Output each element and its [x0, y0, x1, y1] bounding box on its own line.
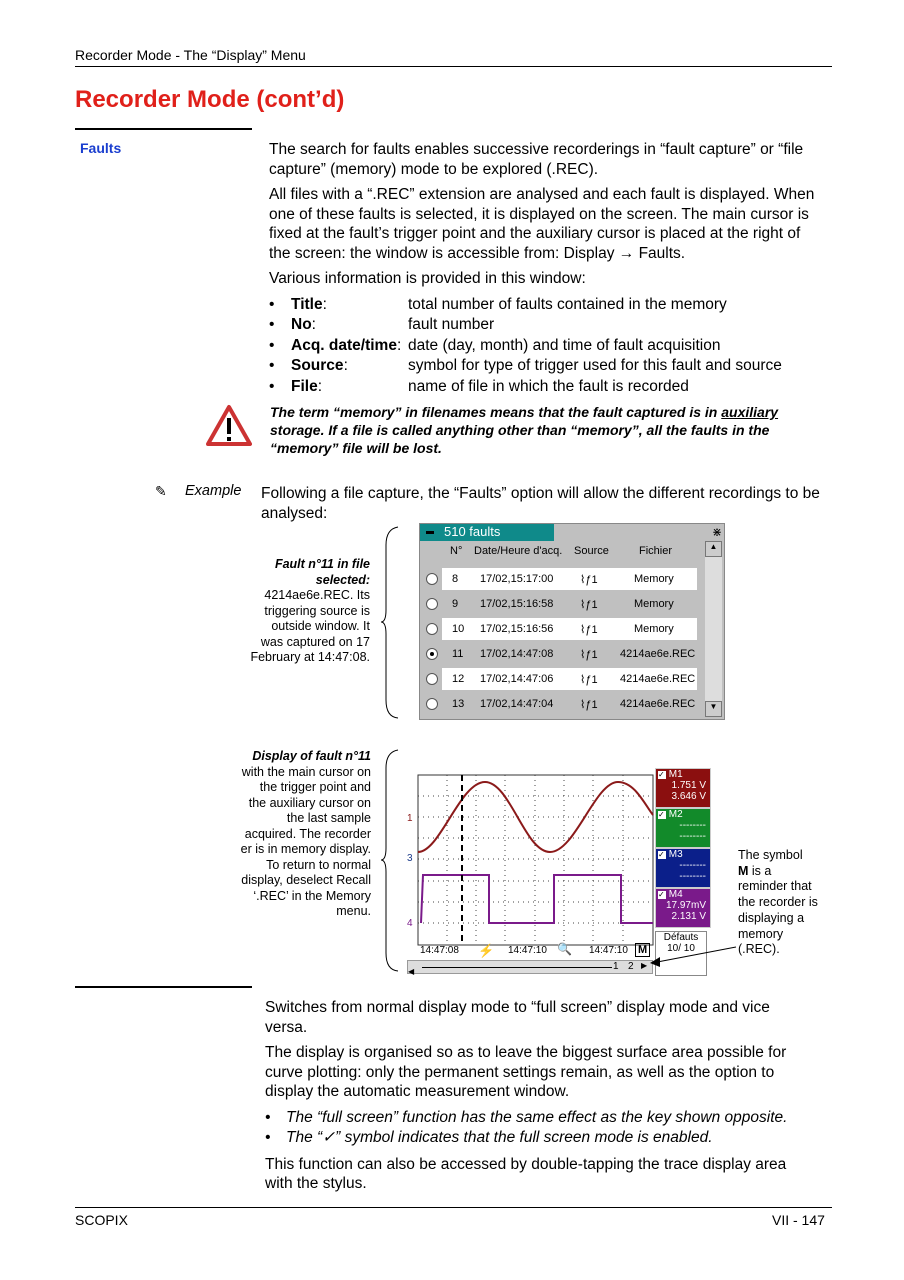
- list-desc: name of file in which the fault is recorded: [408, 377, 689, 395]
- row-radio[interactable]: [426, 623, 438, 635]
- row-source: ⌇ƒ1: [580, 648, 598, 661]
- list-key: [291, 377, 408, 398]
- channel-name: M1: [668, 769, 683, 780]
- channel-value-2: --------: [679, 871, 706, 882]
- warning-text: storage. If a file is called anything other than “memory”, all the faults in the “memory” file will be lost.: [270, 422, 770, 456]
- page-1-button[interactable]: 1: [613, 961, 619, 972]
- example-pencil-icon: ✎: [155, 483, 167, 499]
- channel-box-m1[interactable]: [655, 768, 711, 808]
- warning-note: [270, 403, 810, 457]
- key: Acq. date/time: [291, 336, 397, 354]
- row-no: 10: [452, 623, 465, 635]
- faults-window-title: 510 faults: [444, 524, 501, 539]
- paragraph: The display is organised so as to leave the biggest surface area possible for curve plotting: only the permanent settings remain, as well as the option to display the automatic measurement window.: [265, 1044, 787, 1100]
- channel-box-m4[interactable]: [655, 888, 711, 928]
- collapse-icon[interactable]: ⋇: [711, 525, 722, 539]
- caption-text: is a reminder that the recorder is displaying a memory (.REC).: [738, 863, 818, 957]
- table-row[interactable]: [420, 592, 704, 616]
- scroll-down-button[interactable]: ▼: [705, 701, 722, 717]
- trigger-icon: ⚡: [478, 943, 495, 958]
- sep: :: [311, 316, 316, 333]
- page-number: VII - 147: [772, 1212, 825, 1228]
- scrollbar[interactable]: [705, 541, 722, 717]
- brace-icon: [380, 525, 400, 720]
- list-text: The “full screen” function has the same effect as the key shown opposite.: [286, 1108, 788, 1126]
- checkbox-checked-icon[interactable]: ✓: [658, 890, 665, 899]
- list-desc: date (day, month) and time of fault acquisition: [408, 336, 721, 354]
- paragraph: Switches from normal display mode to “full screen” display mode and vice versa.: [265, 999, 770, 1036]
- caption-text: with the main cursor on the trigger point and the auxiliary cursor on the last sample acquired. The recorder er is in memory display. To return to normal display, deselect Recall ‘.REC’ in the Memory menu.: [240, 764, 371, 918]
- pointer-arrow-icon: [648, 945, 738, 975]
- channel-value-1: --------: [679, 860, 706, 871]
- caption-bold: Display of fault n°11: [252, 749, 371, 763]
- list-key: [291, 356, 408, 377]
- row-file: 4214ae6e.REC: [620, 648, 696, 660]
- example-label: Example: [185, 483, 242, 499]
- channel-box-m2[interactable]: [655, 808, 711, 848]
- col-file: Fichier: [639, 545, 673, 557]
- row-source: ⌇ƒ1: [580, 673, 598, 686]
- row-radio[interactable]: [426, 698, 438, 710]
- list-item: • The “full screen” function has the same effect as the key shown opposite.: [265, 1108, 815, 1129]
- row-source: ⌇ƒ1: [580, 573, 598, 586]
- paragraph: All files with a “.REC” extension are analysed and each fault is displayed. When one of these faults is selected, it is displayed on the screen. The main cursor is fixed at the fault’s trigger point and the auxiliary cursor is placed at the right of the screen: the window is accessible from: Display → Faults.: [269, 186, 815, 262]
- faults-window: [419, 523, 725, 720]
- row-file: 4214ae6e.REC: [620, 673, 696, 685]
- scroll-track: [422, 967, 612, 968]
- row-file: 4214ae6e.REC: [620, 698, 696, 710]
- sep: :: [343, 357, 348, 374]
- channel-value-1: 1.751 V: [671, 780, 706, 791]
- trace-area[interactable]: [405, 765, 655, 975]
- channel-name: M3: [668, 849, 683, 860]
- side-label-faults: Faults: [80, 140, 122, 156]
- sep: :: [317, 377, 323, 395]
- row-source: ⌇ƒ1: [580, 623, 598, 636]
- paragraph: Various information is provided in this window:: [269, 270, 586, 287]
- faults-body: [269, 140, 824, 397]
- row-radio[interactable]: [426, 598, 438, 610]
- row-date: 17/02,14:47:08: [480, 648, 554, 660]
- row-date: 17/02,15:16:56: [480, 623, 554, 635]
- key: Source: [291, 357, 344, 374]
- defaults-value: 10/ 10: [667, 943, 695, 954]
- row-file: Memory: [634, 573, 674, 585]
- marker-3: 3: [407, 853, 413, 864]
- footer-left: SCOPIX: [75, 1212, 128, 1228]
- faults-window-titlebar: [420, 524, 554, 541]
- key: Title: [291, 295, 323, 313]
- table-row[interactable]: [420, 667, 704, 691]
- col-no: N°: [450, 545, 463, 557]
- row-radio[interactable]: [426, 648, 438, 660]
- scroll-left-button[interactable]: ◀: [408, 967, 415, 976]
- row-file: Memory: [634, 598, 674, 610]
- channel-value-2: --------: [679, 831, 706, 842]
- row-date: 17/02,14:47:04: [480, 698, 554, 710]
- scope-display: [405, 765, 707, 975]
- table-row[interactable]: [420, 692, 704, 716]
- table-row[interactable]: [420, 642, 704, 666]
- horizontal-scrollbar[interactable]: [407, 960, 653, 974]
- time-mid: 14:47:10: [508, 945, 547, 956]
- row-source: ⌇ƒ1: [580, 598, 598, 611]
- row-date: 17/02,15:17:00: [480, 573, 554, 585]
- row-date: 17/02,14:47:06: [480, 673, 554, 685]
- row-no: 13: [452, 698, 465, 710]
- key: File: [291, 377, 318, 395]
- page-2-button[interactable]: 2: [628, 961, 634, 972]
- list-desc: symbol for type of trigger used for this fault and source: [408, 357, 782, 374]
- row-no: 8: [452, 573, 459, 585]
- channel-name: M4: [668, 889, 683, 900]
- zoom-icon[interactable]: 🔍: [557, 942, 572, 956]
- warning-underlined: auxiliary: [721, 404, 779, 420]
- info-list: [269, 295, 824, 398]
- channel-box-m3[interactable]: [655, 848, 711, 888]
- list-text: The “✓” symbol indicates that the full screen mode is enabled.: [286, 1129, 713, 1146]
- header-rule: [75, 66, 832, 67]
- brace-icon: [380, 748, 400, 973]
- section-rule: [75, 986, 252, 988]
- row-no: 11: [452, 648, 464, 660]
- list-desc: total number of faults contained in the memory: [408, 295, 727, 313]
- example-text: Following a file capture, the “Faults” option will allow the different recordings to be analysed:: [261, 485, 820, 522]
- list-key: [291, 315, 408, 336]
- checkbox-checked-icon[interactable]: ✓: [658, 810, 665, 819]
- paragraph: This function can also be accessed by double-tapping the trace display area with the stylus.: [265, 1155, 787, 1192]
- channel-value-1: 17.97mV: [665, 900, 706, 911]
- checkbox-checked-icon[interactable]: ✓: [658, 850, 665, 859]
- caption-bold: M: [738, 863, 749, 878]
- caption-m-symbol: [738, 848, 823, 958]
- table-row[interactable]: [420, 567, 704, 591]
- list-key: [291, 336, 408, 357]
- channel-value-1: --------: [679, 820, 706, 831]
- caption-text: 4214ae6e.REC. Its triggering source is outside window. It was captured on 17 February at 14:47:08.: [250, 588, 370, 664]
- row-no: 12: [452, 673, 465, 685]
- sep: :: [396, 336, 402, 354]
- row-no: 9: [452, 598, 459, 610]
- list-item: • Title: total number of faults contained in the memory: [269, 295, 824, 316]
- fullscreen-list: [265, 1108, 815, 1149]
- key: No: [291, 316, 312, 333]
- channel-name: M2: [668, 809, 683, 820]
- col-source: Source: [574, 545, 609, 557]
- row-file: Memory: [634, 623, 674, 635]
- row-radio[interactable]: [426, 673, 438, 685]
- scroll-up-button[interactable]: ▲: [705, 541, 722, 557]
- section-rule: [75, 128, 252, 130]
- minimize-icon[interactable]: [426, 531, 434, 534]
- row-date: 17/02,15:16:58: [480, 598, 554, 610]
- page-title: Recorder Mode (cont’d): [75, 86, 345, 113]
- caption-text: The symbol: [738, 848, 803, 862]
- sep: :: [322, 295, 327, 313]
- running-header: Recorder Mode - The “Display” Menu: [75, 47, 306, 63]
- row-radio[interactable]: [426, 573, 438, 585]
- caption-fault-selected: [250, 557, 370, 666]
- caption-fault-display: [240, 749, 371, 920]
- checkbox-checked-icon[interactable]: ✓: [658, 770, 665, 779]
- caption-bold: Fault n°11 in file selected:: [274, 557, 370, 587]
- marker-4: 4: [407, 918, 413, 929]
- warning-icon: [206, 404, 252, 446]
- marker-1: 1: [407, 813, 413, 824]
- list-desc: fault number: [408, 316, 495, 333]
- time-start: 14:47:08: [420, 945, 459, 956]
- list-key: [291, 295, 408, 316]
- col-date: Date/Heure d'acq.: [474, 545, 563, 557]
- paragraph: The search for faults enables successive recorderings in “fault capture” or “file capture” (memory) mode to be explored (.REC).: [269, 141, 804, 178]
- fullscreen-body: [265, 998, 815, 1200]
- warning-text: The term “memory” in filenames means that the fault captured is in: [270, 404, 722, 420]
- table-row[interactable]: [420, 617, 704, 641]
- list-item: • The “✓” symbol indicates that the full screen mode is enabled.: [265, 1128, 815, 1149]
- list-item: • File: name of file in which the fault is recorded: [269, 377, 824, 398]
- footer-rule: [75, 1207, 832, 1208]
- row-source: ⌇ƒ1: [580, 698, 598, 711]
- defaults-label: Défauts: [663, 932, 699, 943]
- list-item: • Source: symbol for type of trigger used for this fault and source: [269, 356, 824, 377]
- list-item: • No: fault number: [269, 315, 824, 336]
- channel-value-2: 2.131 V: [671, 911, 706, 922]
- time-end: 14:47:10: [589, 945, 628, 956]
- memory-symbol: M: [635, 943, 650, 957]
- scroll-right-button[interactable]: ▶: [641, 961, 648, 970]
- list-item: • Acq. date/time: date (day, month) and time of fault acquisition: [269, 336, 824, 357]
- channel-value-2: 3.646 V: [671, 791, 706, 802]
